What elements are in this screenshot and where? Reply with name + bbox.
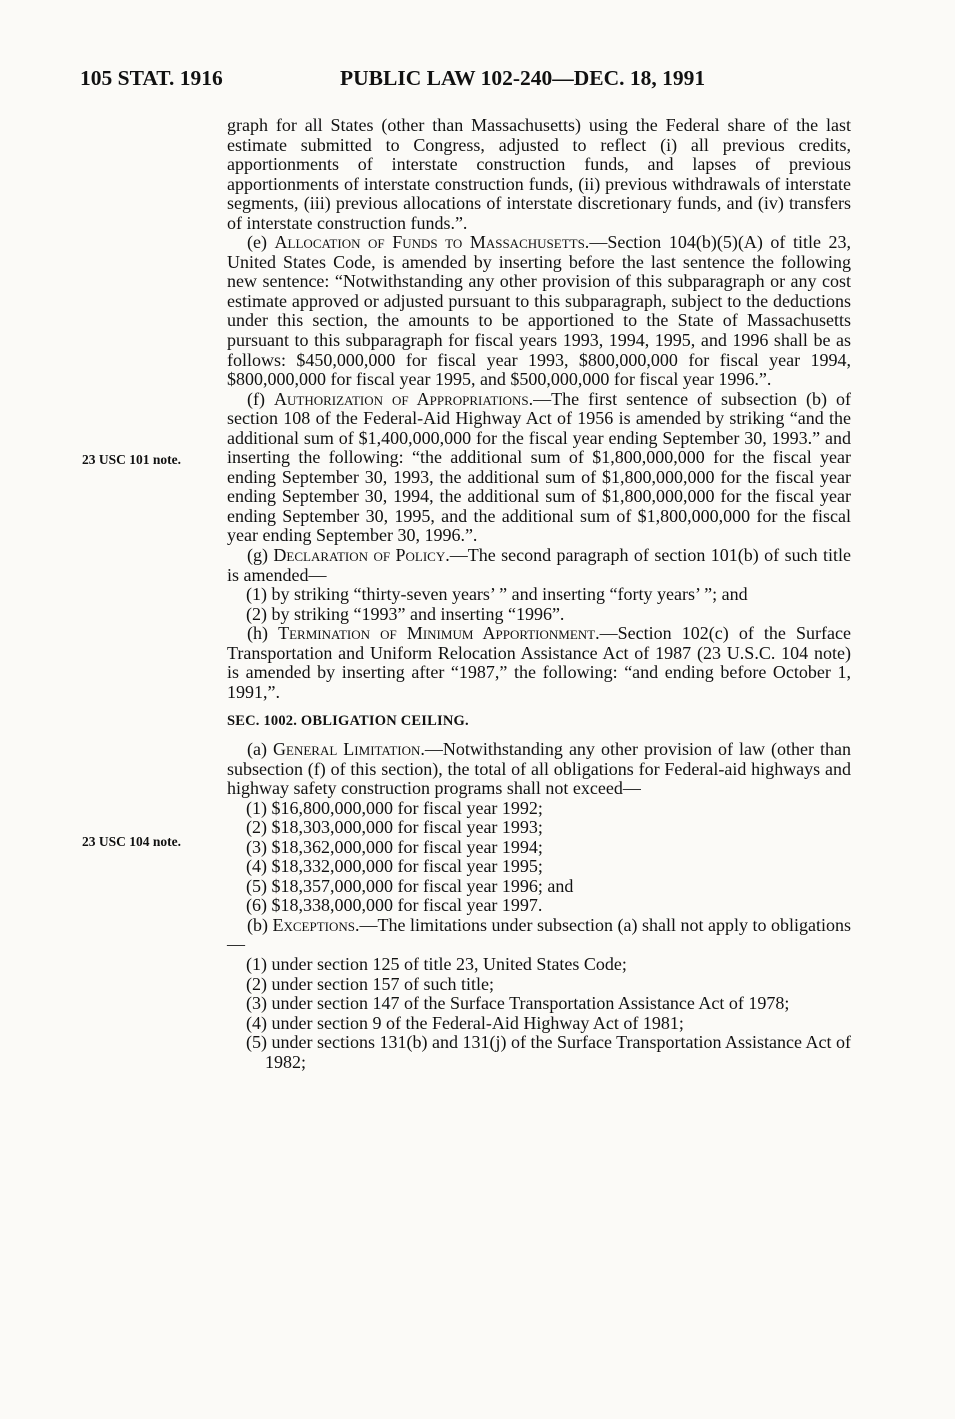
subsection-f-heading: Authorization of Appropriations. xyxy=(273,388,534,409)
margin-note-101: 23 USC 101 note. xyxy=(82,452,182,467)
subsection-g-heading: Declaration of Policy. xyxy=(273,545,450,566)
list-item: (5) under sections 131(b) and 131(j) of the Surface Transportation Assistance Act of 1982; xyxy=(246,1032,851,1072)
paragraph-continuation: graph for all States (other than Massachusetts) using the Federal share of the last estimate submitted to Congress, adjusted to reflect (i) all previous credits, apportionments of interstate construction funds, and lapses of previous apportionments of interstate construction funds, (ii) previous withdrawals of interstate segments, (iii) previous allocations of interstate discretionary funds, and (iv) transfers of interstate construction funds.”. xyxy=(227,115,851,233)
list-item: (1) $16,800,000,000 for fiscal year 1992; xyxy=(246,797,543,818)
list-item: (3) $18,362,000,000 for fiscal year 1994; xyxy=(246,836,543,857)
subsection-g-item: (2) by striking “1993” and inserting “1996”. xyxy=(246,603,565,624)
subsection-e-heading: Allocation of Funds to Massachusetts. xyxy=(274,232,590,253)
body-text xyxy=(227,116,851,1072)
subsection-g-item: (1) by striking “thirty-seven years’ ” and inserting “forty years’ ”; and xyxy=(246,584,748,605)
subsection-b-heading: Exceptions. xyxy=(272,914,360,935)
list-item: (4) $18,332,000,000 for fiscal year 1995; xyxy=(246,856,543,877)
subsection-a-heading: General Limitation. xyxy=(273,738,425,759)
stat-citation: 105 STAT. 1916 xyxy=(80,66,223,90)
margin-note-104: 23 USC 104 note. xyxy=(82,834,182,849)
list-item: (4) under section 9 of the Federal-Aid Highway Act of 1981; xyxy=(246,1012,684,1033)
subsection-h-heading: Termination of Minimum Apportionment. xyxy=(278,623,600,644)
list-item: (2) $18,303,000,000 for fiscal year 1993; xyxy=(246,817,543,838)
subsection-b: (b) Exceptions.—The limitations under subsection (a) shall not apply to obligations— xyxy=(227,914,851,955)
list-item: (6) $18,338,000,000 for fiscal year 1997. xyxy=(246,895,543,916)
list-item: (2) under section 157 of such title; xyxy=(246,973,494,994)
subsection-h: (h) Termination of Minimum Apportionment.—Section 102(c) of the Surface Transportation and Uniform Relocation Assistance Act of 1987 (23 U.S.C. 104 note) is amended by inserting after “1987,” the following: “and ending before October 1, 1991,”. xyxy=(227,623,851,702)
list-item: (5) $18,357,000,000 for fiscal year 1996; and xyxy=(246,875,574,896)
list-item: (3) under section 147 of the Surface Transportation Assistance Act of 1978; xyxy=(246,993,790,1014)
section-heading: SEC. 1002. OBLIGATION CEILING. xyxy=(227,713,469,730)
subsection-a: (a) General Limitation.—Notwithstanding any other provision of law (other than subsection (f) of this section), the total of all obligations for Federal-aid highways and highway safety construction programs shall not exceed— xyxy=(227,738,852,799)
subsection-g: (g) Declaration of Policy.—The second paragraph of section 101(b) of such title is amended— xyxy=(227,545,852,585)
subsection-e: (e) Allocation of Funds to Massachusetts.—Section 104(b)(5)(A) of title 23, United States Code, is amended by inserting before the last sentence the following new sentence: “Notwithstanding any other provision of this subparagraph or any cost estimate approved or adjusted pursuant to this subparagraph, subject to the deductions under this section, the amounts to be apportioned to the State of Massachusetts pursuant to this subparagraph for fiscal years 1993, 1994, 1995, and 1996 shall be as follows: $450,000,000 for fiscal year 1993, $800,000,000 for fiscal year 1994, $800,000,000 for fiscal year 1995, and $500,000,000 for fiscal year 1996.”. xyxy=(227,232,851,390)
list-item: (1) under section 125 of title 23, United States Code; xyxy=(246,953,627,974)
public-law-title: PUBLIC LAW 102-240—DEC. 18, 1991 xyxy=(340,66,706,90)
subsection-f: (f) Authorization of Appropriations.—The first sentence of subsection (b) of section 108 of the Federal-Aid Highway Act of 1956 is amended by striking “and the additional sum of $1,400,000,000 for the fiscal year ending September 30, 1993.” and inserting the following: “the additional sum of $1,800,000,000 for the fiscal year ending September 30, 1993, the additional sum of $1,800,000,000 for the fiscal year ending September 30, 1994, the additional sum of $1,800,000,000 for the fiscal year ending September 30, 1995, and the additional sum of $1,800,000,000 for the fiscal year ending September 30, 1996.”. xyxy=(227,388,852,546)
